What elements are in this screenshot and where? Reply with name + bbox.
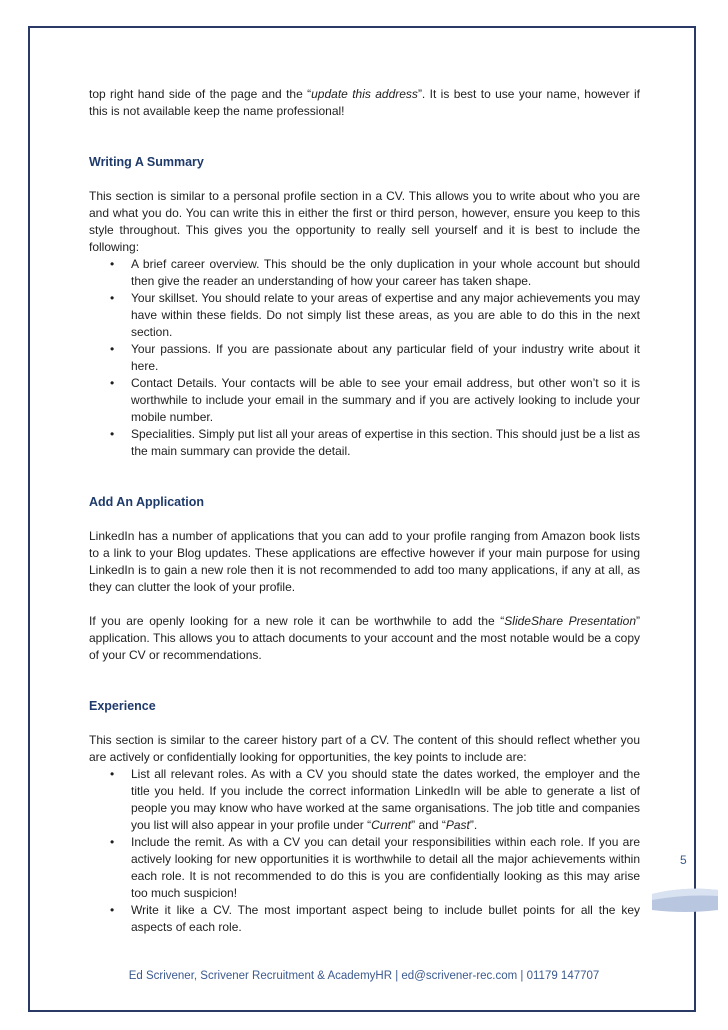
summary-bullet: • Your skillset. You should relate to your areas of expertise and any major achievements you may have within these fields. Do not simply list these areas, as you are able to do this in the next section.	[89, 290, 640, 341]
experience-bullet: • Write it like a CV. The most important aspect being to include bullet points for all the key aspects of each role.	[89, 902, 640, 936]
summary-heading: Writing A Summary	[89, 155, 204, 169]
summary-paragraph: This section is similar to a personal profile section in a CV. This allows you to write about who you are and what you do. You can write this in either the first or third person, however, ensure you keep to this style throughout. This gives you the opportunity to really sell yourself and it is best to include the following:	[89, 189, 640, 254]
application-paragraph-1: LinkedIn has a number of applications that you can add to your profile ranging from Amazon book lists to a link to your Blog updates. These applications are effective however if your main purpose for using LinkedIn is to gain a new role then it is not recommended to add too many applications, if any at all, as they can clutter the look of your profile.	[89, 529, 640, 594]
application-paragraph-2: If you are openly looking for a new role it can be worthwhile to add the “SlideShare Presentation” application. This allows you to attach documents to your account and the most notable would be a copy of your CV or recommendations.	[89, 614, 640, 662]
summary-bullet-list	[89, 256, 640, 460]
experience-bullet-list	[89, 766, 640, 936]
intro-paragraph: top right hand side of the page and the “update this address”. It is best to use your name, however if this is not available keep the name professional!	[89, 87, 640, 118]
experience-heading: Experience	[89, 699, 156, 713]
application-heading: Add An Application	[89, 495, 205, 509]
summary-bullet: • A brief career overview. This should be the only duplication in your whole account but should then give the reader an understanding of how your career has taken shape.	[89, 256, 640, 290]
summary-bullet: • Contact Details. Your contacts will be able to see your email address, but other won’t so it is worthwhile to include your email in the summary and if you are actively looking to include your mobile number.	[89, 375, 640, 426]
page-footer: Ed Scrivener, Scrivener Recruitment & AcademyHR | ed@scrivener-rec.com | 01179 147707	[128, 970, 600, 982]
experience-paragraph: This section is similar to the career history part of a CV. The content of this should reflect whether you are actively or confidentially looking for opportunities, the key points to include are:	[89, 733, 640, 764]
summary-bullet: • Specialities. Simply put list all your areas of expertise in this section. This should just be a list as the main summary can provide the detail.	[89, 426, 640, 460]
summary-bullet: • Your passions. If you are passionate about any particular field of your industry write about it here.	[89, 341, 640, 375]
experience-bullet: • Include the remit. As with a CV you can detail your responsibilities within each role. If you are actively looking for new opportunities it is worthwhile to detail all the major achievements within each role. It is not recommended to do this is you are confidentially looking as this may arise too much suspicion!	[89, 834, 640, 902]
page-tab-decoration	[650, 880, 720, 916]
page-content	[89, 86, 640, 936]
page-number: 5	[680, 853, 687, 867]
experience-bullet: • List all relevant roles. As with a CV you should state the dates worked, the employer and the title you held. If you include the correct information LinkedIn will be able to generate a list of people you may know who have worked at the same organisations. The job title and companies you list will also appear in your profile under “Current” and “Past”.	[89, 766, 640, 834]
